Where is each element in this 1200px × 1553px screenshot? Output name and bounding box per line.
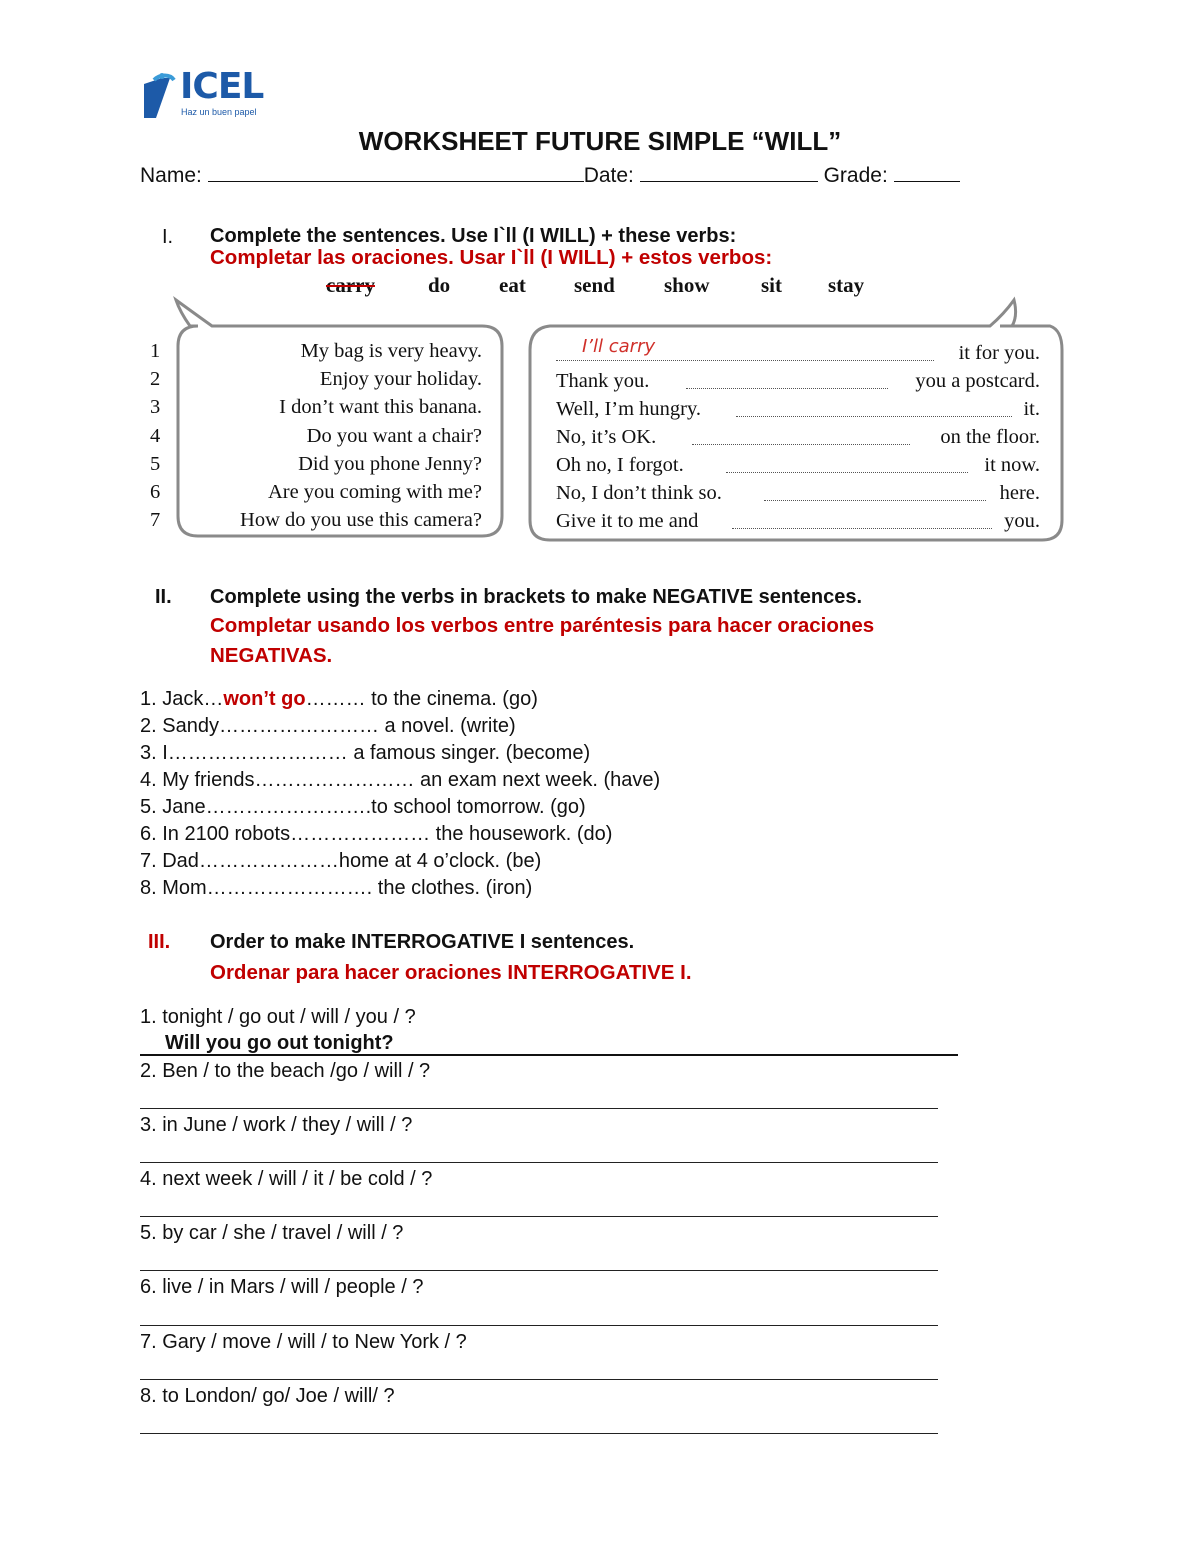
row-end: it now.: [984, 454, 1040, 476]
row-number: 4: [150, 425, 161, 447]
answer-line[interactable]: [140, 1054, 958, 1056]
row-prompt: Did you phone Jenny?: [298, 453, 482, 475]
list-item: 4. My friends…………………… an exam next week. (have): [140, 769, 661, 791]
row-number: 7: [150, 509, 161, 531]
row-end: it for you.: [958, 342, 1040, 364]
answer-blank[interactable]: [692, 430, 910, 445]
section2-number: II.: [155, 586, 172, 608]
row-number: 1: [150, 340, 161, 362]
section3-instruction-es: Ordenar para hacer oraciones INTERROGATIVE I.: [210, 961, 692, 984]
verb-item: do: [428, 273, 451, 297]
answer-blank[interactable]: [726, 458, 968, 473]
verb-item: eat: [499, 273, 526, 297]
list-item: 7. Gary / move / will / to New York / ?: [140, 1331, 467, 1353]
verb-item: sit: [761, 273, 782, 297]
section1-number: I.: [162, 226, 174, 248]
item-answer[interactable]: won’t go: [223, 688, 306, 710]
verb-item: carry: [326, 273, 375, 297]
row-end: on the floor.: [940, 426, 1040, 448]
section1-instruction-es: Completar las oraciones. Usar I`ll (I WILL) + estos verbos:: [210, 246, 773, 269]
answer-line[interactable]: [140, 1270, 938, 1271]
answer-blank[interactable]: [736, 402, 1012, 417]
list-item: 7. Dad…………………home at 4 o’clock. (be): [140, 850, 542, 872]
section2-instruction-es: Completar usando los verbos entre paréntesis para hacer oraciones: [210, 614, 875, 637]
logo-text: ICEL: [180, 66, 264, 107]
logo-subtext: Haz un buen papel: [181, 107, 257, 117]
row-start: Well, I’m hungry.: [556, 398, 702, 420]
list-item: 3. in June / work / they / will / ?: [140, 1114, 413, 1136]
list-item: 5. Jane…………………….to school tomorrow. (go): [140, 796, 586, 818]
row-prompt: Enjoy your holiday.: [319, 368, 482, 390]
answer-blank[interactable]: [732, 514, 992, 529]
page-title: WORKSHEET FUTURE SIMPLE “WILL”: [358, 126, 842, 156]
answer-line[interactable]: [140, 1216, 938, 1217]
example-answer: Will you go out tonight?: [165, 1032, 394, 1054]
item-text-end: ……… to the cinema. (go): [305, 688, 538, 710]
list-item: 4. next week / will / it / be cold / ?: [140, 1168, 433, 1190]
section3-instruction-en: Order to make INTERROGATIVE I sentences.: [210, 931, 635, 953]
list-item: 6. In 2100 robots………………… the housework. (do): [140, 823, 613, 845]
row-prompt: How do you use this camera?: [240, 509, 482, 531]
answer-line[interactable]: [140, 1325, 938, 1326]
list-item: 2. Sandy…………………… a novel. (write): [140, 715, 516, 737]
section2-instruction-en: Complete using the verbs in brackets to make NEGATIVE sentences.: [210, 586, 863, 608]
list-item: 6. live / in Mars / will / people / ?: [140, 1276, 424, 1298]
answer-line[interactable]: [140, 1433, 938, 1434]
row-end: you a postcard.: [915, 370, 1040, 392]
answer-line[interactable]: [140, 1379, 938, 1380]
list-item: 5. by car / she / travel / will / ?: [140, 1222, 404, 1244]
row-prompt: Do you want a chair?: [306, 425, 482, 447]
answer-blank[interactable]: [686, 374, 888, 389]
row-number: 3: [150, 396, 161, 418]
row-end: it.: [1023, 398, 1040, 420]
row-start: No, it’s OK.: [556, 426, 657, 448]
row-start: No, I don’t think so.: [556, 482, 722, 504]
row-number: 2: [150, 368, 161, 390]
row-answer: I’ll carry: [582, 336, 656, 357]
row-prompt: My bag is very heavy.: [300, 340, 482, 362]
section2-instruction-es-cont: NEGATIVAS.: [210, 644, 333, 667]
item-text: 1. Jack…: [140, 688, 224, 710]
date-label: Date:: [583, 164, 634, 187]
section3-number: III.: [148, 931, 171, 953]
section1-instruction-en: Complete the sentences. Use I`ll (I WILL) + these verbs:: [210, 225, 737, 247]
answer-line[interactable]: [140, 1162, 938, 1163]
verb-item: stay: [828, 273, 865, 297]
list-item: [140, 688, 538, 711]
name-label: Name:: [140, 164, 202, 187]
row-start: Give it to me and: [556, 510, 699, 532]
row-start: Oh no, I forgot.: [556, 454, 684, 476]
list-item: 1. tonight / go out / will / you / ?: [140, 1006, 416, 1028]
list-item: 8. to London/ go/ Joe / will/ ?: [140, 1385, 395, 1407]
row-number: 5: [150, 453, 161, 475]
row-start: Thank you.: [556, 370, 650, 392]
answer-blank[interactable]: [764, 486, 986, 501]
answer-line[interactable]: [140, 1108, 938, 1109]
row-prompt: I don’t want this banana.: [279, 396, 482, 418]
row-prompt: Are you coming with me?: [267, 481, 482, 503]
verb-item: show: [664, 273, 710, 297]
list-item: 3. I……………………… a famous singer. (become): [140, 742, 591, 764]
row-end: you.: [1004, 510, 1040, 532]
row-number: 6: [150, 481, 161, 503]
list-item: 8. Mom……………………. the clothes. (iron): [140, 877, 533, 899]
answer-blank[interactable]: [556, 346, 934, 361]
verb-item: send: [574, 273, 615, 297]
row-end: here.: [999, 482, 1040, 504]
list-item: 2. Ben / to the beach /go / will / ?: [140, 1060, 431, 1082]
grade-label: Grade:: [823, 164, 888, 187]
